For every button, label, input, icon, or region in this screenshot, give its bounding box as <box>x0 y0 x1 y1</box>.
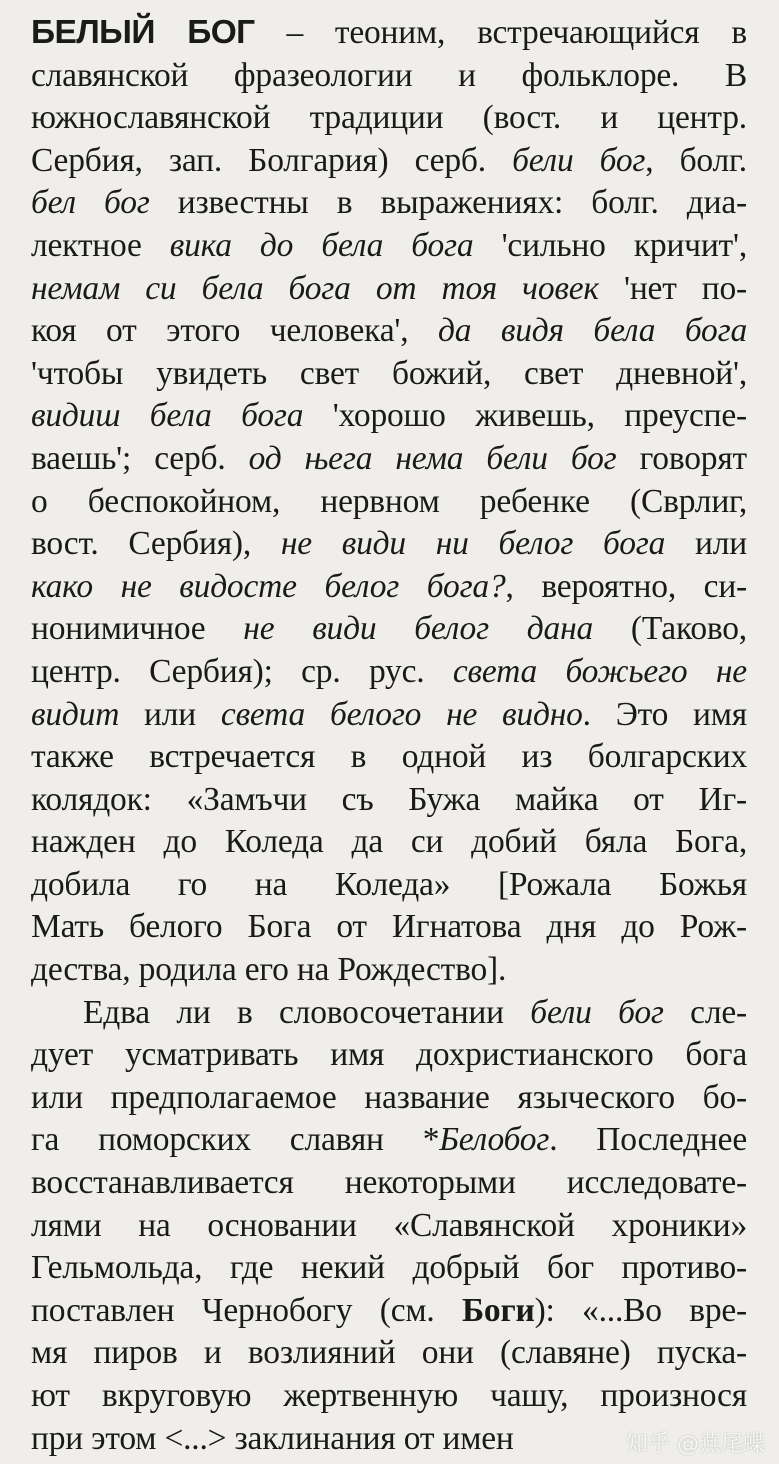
text-line <box>31 225 747 268</box>
text-line <box>31 949 747 992</box>
text-run: ют вкруговую жертвенную чашу, произнося <box>31 1377 747 1414</box>
text-run: сле- <box>663 993 747 1031</box>
text-run: лями на основании «Славянской хроники» <box>31 1206 747 1244</box>
text-run: также встречается в одной из болгарских <box>31 738 747 776</box>
watermark: 知乎 @燕尾蝶 <box>626 1432 765 1457</box>
text-line <box>31 523 747 566</box>
text-run: лектное <box>31 226 170 264</box>
text-run: центр. Сербия); ср. рус. <box>31 652 453 690</box>
entry-term: БЕЛЫЙ БОГ <box>31 14 255 51</box>
text-line <box>31 566 747 609</box>
italic-phrase: видит <box>31 695 120 733</box>
italic-phrase: како не видосте белог бога? <box>31 567 506 605</box>
text-line <box>31 481 747 524</box>
italic-phrase: видиш бела бога <box>31 397 304 435</box>
text-run: Сербия, зап. Болгария) серб. <box>31 141 513 179</box>
text-run: известны в выражениях: болг. диа- <box>149 184 747 222</box>
text-line <box>31 779 747 822</box>
text-line <box>31 353 747 396</box>
text-run: (Таково, <box>593 610 747 648</box>
text-line <box>31 736 747 779</box>
text-run: 'сильно кричит', <box>473 226 747 264</box>
italic-phrase: не види ни белог бога <box>280 525 666 563</box>
italic-phrase: бел бог <box>31 184 150 222</box>
text-run: Гельмольда, где некий добрый бог противо- <box>31 1249 747 1287</box>
text-run: – теоним, встречающийся в <box>254 14 747 51</box>
text-run: или <box>119 695 221 733</box>
text-run: дества, родила его на Рождество]. <box>31 951 507 989</box>
text-line <box>31 1290 747 1333</box>
text-run: южнославянской традиции (вост. и центр. <box>31 99 747 137</box>
text-line <box>31 992 747 1035</box>
text-run: о беспокойном, нервном ребенке (Сврлиг, <box>31 482 747 520</box>
text-line <box>31 140 747 183</box>
text-line <box>31 821 747 864</box>
text-line <box>31 1077 747 1120</box>
text-run: . Последнее <box>549 1121 747 1159</box>
text-run: ): «...Во вре- <box>534 1291 747 1329</box>
text-line <box>31 268 747 311</box>
italic-phrase: света божьего не <box>452 652 747 690</box>
text-line <box>31 608 747 651</box>
text-line <box>31 694 747 737</box>
italic-phrase: од њега нема бели бог <box>248 439 617 477</box>
text-run: нонимичное <box>31 610 244 648</box>
text-line <box>31 55 747 98</box>
text-run: 'хорошо живешь, преуспе- <box>303 397 747 435</box>
text-run: вост. Сербия), <box>31 525 281 563</box>
text-run: Мать белого Бога от Игнатова дня до Рож- <box>31 908 747 946</box>
text-run: колядок: «Замъчи съ Бужа майка от Иг- <box>31 780 747 818</box>
text-run: 'чтобы увидеть свет божий, свет дневной', <box>31 354 747 392</box>
text-line <box>31 1205 747 1248</box>
text-line <box>31 1375 747 1418</box>
italic-phrase: бели бог <box>512 141 646 179</box>
italic-phrase: бели бог <box>530 993 664 1031</box>
text-run: мя пиров и возлияний они (славяне) пуска- <box>31 1334 747 1372</box>
text-run: говорят <box>616 439 747 477</box>
text-run: , вероятно, си- <box>505 567 747 605</box>
text-line <box>31 1247 747 1290</box>
text-run: славянской фразеологии и фольклоре. В <box>31 56 747 94</box>
text-run: поставлен Чернобогу (см. <box>31 1291 462 1329</box>
text-run: добила го на Коледа» [Рожала Божья <box>31 865 747 903</box>
text-line <box>31 310 747 353</box>
text-line <box>31 12 747 55</box>
text-line <box>31 1332 747 1375</box>
text-line <box>31 97 747 140</box>
text-line <box>31 864 747 907</box>
text-line <box>31 1034 747 1077</box>
text-run: нажден до Коледа да си добий бяла Бога, <box>31 823 747 861</box>
italic-phrase: немам си бела бога от тоя човек <box>31 269 599 307</box>
text-run: дует усматривать имя дохристианского бога <box>31 1036 747 1074</box>
text-run: при этом <...> заклинания от имен <box>31 1419 514 1457</box>
italic-phrase: не види белог дана <box>243 610 594 648</box>
italic-phrase: света белого не видно <box>220 695 583 733</box>
italic-phrase: вика до бела бога <box>169 226 474 264</box>
text-line <box>31 906 747 949</box>
text-run: ваешь'; серб. <box>31 439 249 477</box>
text-line <box>31 1119 747 1162</box>
text-line <box>31 1162 747 1205</box>
cross-reference: Боги <box>461 1291 535 1329</box>
text-run: . Это имя <box>582 695 747 733</box>
text-run: , болг. <box>645 141 747 179</box>
text-run: или <box>665 525 747 563</box>
text-line <box>31 182 747 225</box>
text-line <box>31 651 747 694</box>
text-line <box>31 395 747 438</box>
text-run: или предполагаемое название языческого бо- <box>31 1078 747 1116</box>
text-run: коя от этого человека', <box>31 312 438 350</box>
text-run: 'нет по- <box>598 269 747 307</box>
text-run: Едва ли в словосочетании <box>83 993 531 1031</box>
italic-phrase: Белобог <box>439 1121 550 1159</box>
text-line <box>31 438 747 481</box>
text-run: восстанавливается некоторыми исследовате- <box>31 1164 747 1202</box>
article-text <box>31 12 747 1460</box>
italic-phrase: да видя бела бога <box>438 312 747 350</box>
text-run: га поморских славян * <box>31 1121 440 1159</box>
